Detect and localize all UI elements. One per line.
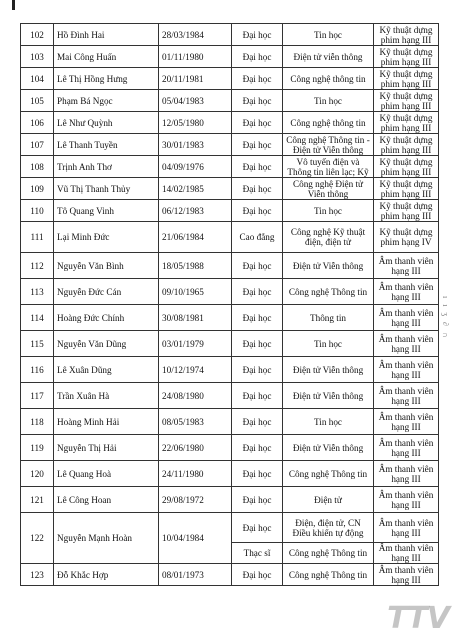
cell-major: Công nghệ Thông tin - Điện tử Viễn thông: [283, 134, 374, 156]
cell-dob: 22/06/1980: [159, 435, 232, 461]
cell-level: Đại học: [232, 461, 283, 487]
channel-watermark-logo: TTV: [387, 601, 449, 636]
cell-dob: 10/04/1984: [159, 513, 232, 564]
cell-dob: 04/09/1976: [159, 156, 232, 178]
cell-title: Kỹ thuật dựng phim hạng IV: [374, 222, 439, 253]
cell-stt: 112: [21, 253, 54, 279]
cell-title: Kỹ thuật dựng phim hạng III: [374, 68, 439, 90]
cell-dob: 24/11/1980: [159, 461, 232, 487]
cell-stt: 120: [21, 461, 54, 487]
cell-name: Lê Xuân Dũng: [54, 357, 159, 383]
cell-stt: 105: [21, 90, 54, 112]
cell-title: Âm thanh viên hạng III: [374, 331, 439, 357]
cell-stt: 106: [21, 112, 54, 134]
cell-name: Lê Thanh Tuyền: [54, 134, 159, 156]
cell-title: Âm thanh viên hạng III: [374, 543, 439, 564]
cell-dob: 18/05/1988: [159, 253, 232, 279]
cell-title: Kỹ thuật dựng phim hạng III: [374, 200, 439, 222]
cell-dob: 05/04/1983: [159, 90, 232, 112]
cell-stt: 117: [21, 383, 54, 409]
cell-stt: 119: [21, 435, 54, 461]
cell-major: Công nghệ Kỹ thuật điện, điện tử: [283, 222, 374, 253]
cell-dob: 14/02/1985: [159, 178, 232, 200]
cell-dob: 10/12/1974: [159, 357, 232, 383]
cell-level: Đại học: [232, 68, 283, 90]
cell-major: Công nghệ Thông tin: [283, 279, 374, 305]
table-row: [21, 564, 439, 586]
cell-stt: 115: [21, 331, 54, 357]
cell-major: Điện tử viễn thông: [283, 46, 374, 68]
cell-title: Âm thanh viên hạng III: [374, 435, 439, 461]
cell-level: Cao đẳng: [232, 222, 283, 253]
table-row: [21, 461, 439, 487]
cell-stt: 110: [21, 200, 54, 222]
table-row: [21, 200, 439, 222]
cell-major: Tin học: [283, 24, 374, 46]
cell-level: Đại học: [232, 331, 283, 357]
cell-dob: 24/08/1980: [159, 383, 232, 409]
table-row: [21, 178, 439, 200]
cell-name: Nguyễn Đức Cán: [54, 279, 159, 305]
cell-title: Kỹ thuật dựng phim hạng III: [374, 178, 439, 200]
cell-stt: 123: [21, 564, 54, 586]
cell-name: Nguyễn Mạnh Hoàn: [54, 513, 159, 564]
cell-major: Công nghệ Điện tử Viễn thông: [283, 178, 374, 200]
cell-dob: 08/05/1983: [159, 409, 232, 435]
cell-name: Vũ Thị Thanh Thủy: [54, 178, 159, 200]
cell-level: Đại học: [232, 383, 283, 409]
cell-stt: 103: [21, 46, 54, 68]
cell-title: Âm thanh viên hạng III: [374, 461, 439, 487]
cell-title: Âm thanh viên hạng III: [374, 357, 439, 383]
cell-dob: 20/11/1981: [159, 68, 232, 90]
margin-pencil-marks: ı ı ʒ ∂ ∩: [441, 296, 450, 340]
cell-name: Hoàng Minh Hải: [54, 409, 159, 435]
table-row: [21, 222, 439, 253]
table-row: [21, 68, 439, 90]
table-row: [21, 156, 439, 178]
table-row: [21, 331, 439, 357]
cell-level: Đại học: [232, 178, 283, 200]
cell-name: Lê Công Hoan: [54, 487, 159, 513]
cell-title: Kỹ thuật dựng phim hạng III: [374, 112, 439, 134]
cell-name: Lê Quang Hoà: [54, 461, 159, 487]
table-row: [21, 90, 439, 112]
cell-major: Tin học: [283, 331, 374, 357]
cell-major: Điện, điện tử, CN Điều khiển tự động: [283, 513, 374, 543]
cell-title: Kỹ thuật dựng phim hạng III: [374, 46, 439, 68]
cell-level: Đại học: [232, 24, 283, 46]
cell-level: Đại học: [232, 156, 283, 178]
table-row: [21, 409, 439, 435]
cell-title: Âm thanh viên hạng III: [374, 409, 439, 435]
cell-title: Kỹ thuật dựng phim hạng III: [374, 90, 439, 112]
cell-dob: 21/06/1984: [159, 222, 232, 253]
cell-major: Tin học: [283, 409, 374, 435]
cell-name: Lại Minh Đức: [54, 222, 159, 253]
cell-title: Âm thanh viên hạng III: [374, 383, 439, 409]
cell-dob: 12/05/1980: [159, 112, 232, 134]
cell-stt: 111: [21, 222, 54, 253]
cell-major: Điện tử: [283, 487, 374, 513]
cell-major: Tin học: [283, 90, 374, 112]
cell-stt: 109: [21, 178, 54, 200]
cell-major: Công nghệ thông tin: [283, 112, 374, 134]
cell-name: Phạm Bá Ngọc: [54, 90, 159, 112]
cell-title: Âm thanh viên hạng III: [374, 564, 439, 586]
cell-title: Kỹ thuật dựng phim hạng III: [374, 156, 439, 178]
table-row: [21, 513, 439, 543]
table-row: [21, 383, 439, 409]
cell-level: Đại học: [232, 200, 283, 222]
cell-title: Kỹ thuật dựng phim hạng III: [374, 134, 439, 156]
cell-name: Mai Công Huấn: [54, 46, 159, 68]
cell-level: Đại học: [232, 435, 283, 461]
cell-major: Thông tin: [283, 305, 374, 331]
cell-title: Âm thanh viên hạng III: [374, 305, 439, 331]
cell-level: Đại học: [232, 90, 283, 112]
cell-major: Điện tử Viễn thông: [283, 253, 374, 279]
table-row: [21, 253, 439, 279]
cell-name: Hồ Đình Hai: [54, 24, 159, 46]
table-row: [21, 357, 439, 383]
staff-table-body: [21, 24, 439, 586]
cell-dob: 30/01/1983: [159, 134, 232, 156]
cell-name: Nguyễn Văn Bình: [54, 253, 159, 279]
cell-dob: 03/01/1979: [159, 331, 232, 357]
cell-stt: 104: [21, 68, 54, 90]
cell-dob: 06/12/1983: [159, 200, 232, 222]
cell-major: Điện tử Viễn thông: [283, 435, 374, 461]
cell-major: Tin học: [283, 200, 374, 222]
cell-major: Công nghệ thông tin: [283, 68, 374, 90]
cell-name: Tô Quang Vinh: [54, 200, 159, 222]
cell-stt: 118: [21, 409, 54, 435]
cell-level: Đại học: [232, 513, 283, 543]
cell-major: Vô tuyến điện và Thông tin liên lạc; Kỹ: [283, 156, 374, 178]
cell-name: Nguyễn Thị Hải: [54, 435, 159, 461]
cell-name: Trịnh Anh Thơ: [54, 156, 159, 178]
cell-level: Đại học: [232, 279, 283, 305]
cell-title: Âm thanh viên hạng III: [374, 513, 439, 543]
cell-major: Công nghệ Thông tin: [283, 564, 374, 586]
cell-dob: 28/03/1984: [159, 24, 232, 46]
cell-name: Lê Như Quỳnh: [54, 112, 159, 134]
cell-level: Đại học: [232, 357, 283, 383]
cell-dob: 09/10/1965: [159, 279, 232, 305]
cell-level: Đại học: [232, 564, 283, 586]
cell-name: Đỗ Khắc Hợp: [54, 564, 159, 586]
table-row: [21, 435, 439, 461]
cell-level: Đại học: [232, 253, 283, 279]
cell-name: Nguyễn Văn Dũng: [54, 331, 159, 357]
cell-stt: 102: [21, 24, 54, 46]
cell-dob: 30/08/1981: [159, 305, 232, 331]
cell-stt: 107: [21, 134, 54, 156]
table-row: [21, 46, 439, 68]
table-row: [21, 305, 439, 331]
cell-stt: 114: [21, 305, 54, 331]
cell-major: Công nghệ Thông tin: [283, 461, 374, 487]
cell-level: Đại học: [232, 134, 283, 156]
cell-level: Đại học: [232, 46, 283, 68]
cell-level: Thạc sĩ: [232, 543, 283, 564]
cell-title: Âm thanh viên hạng III: [374, 253, 439, 279]
table-row: [21, 134, 439, 156]
cell-major: Công nghệ Thông tin: [283, 543, 374, 564]
cell-stt: 108: [21, 156, 54, 178]
cell-title: Âm thanh viên hạng III: [374, 487, 439, 513]
cell-title: Kỹ thuật dựng phim hạng III: [374, 24, 439, 46]
cell-name: Hoàng Đức Chính: [54, 305, 159, 331]
cell-level: Đại học: [232, 305, 283, 331]
cell-dob: 08/01/1973: [159, 564, 232, 586]
cell-stt: 113: [21, 279, 54, 305]
cell-level: Đại học: [232, 487, 283, 513]
cell-stt: 121: [21, 487, 54, 513]
cell-dob: 29/08/1972: [159, 487, 232, 513]
table-row: [21, 24, 439, 46]
page-edge-mark: [12, 0, 15, 10]
table-row: [21, 279, 439, 305]
cell-dob: 01/11/1980: [159, 46, 232, 68]
cell-stt: 122: [21, 513, 54, 564]
table-row: [21, 112, 439, 134]
staff-table: [20, 23, 439, 586]
cell-name: Trần Xuân Hà: [54, 383, 159, 409]
cell-level: Đại học: [232, 409, 283, 435]
cell-title: Âm thanh viên hạng III: [374, 279, 439, 305]
cell-name: Lê Thị Hồng Hưng: [54, 68, 159, 90]
cell-major: Điện tử Viễn thông: [283, 357, 374, 383]
table-row: [21, 487, 439, 513]
cell-level: Đại học: [232, 112, 283, 134]
cell-stt: 116: [21, 357, 54, 383]
cell-major: Điện tử Viễn thông: [283, 383, 374, 409]
